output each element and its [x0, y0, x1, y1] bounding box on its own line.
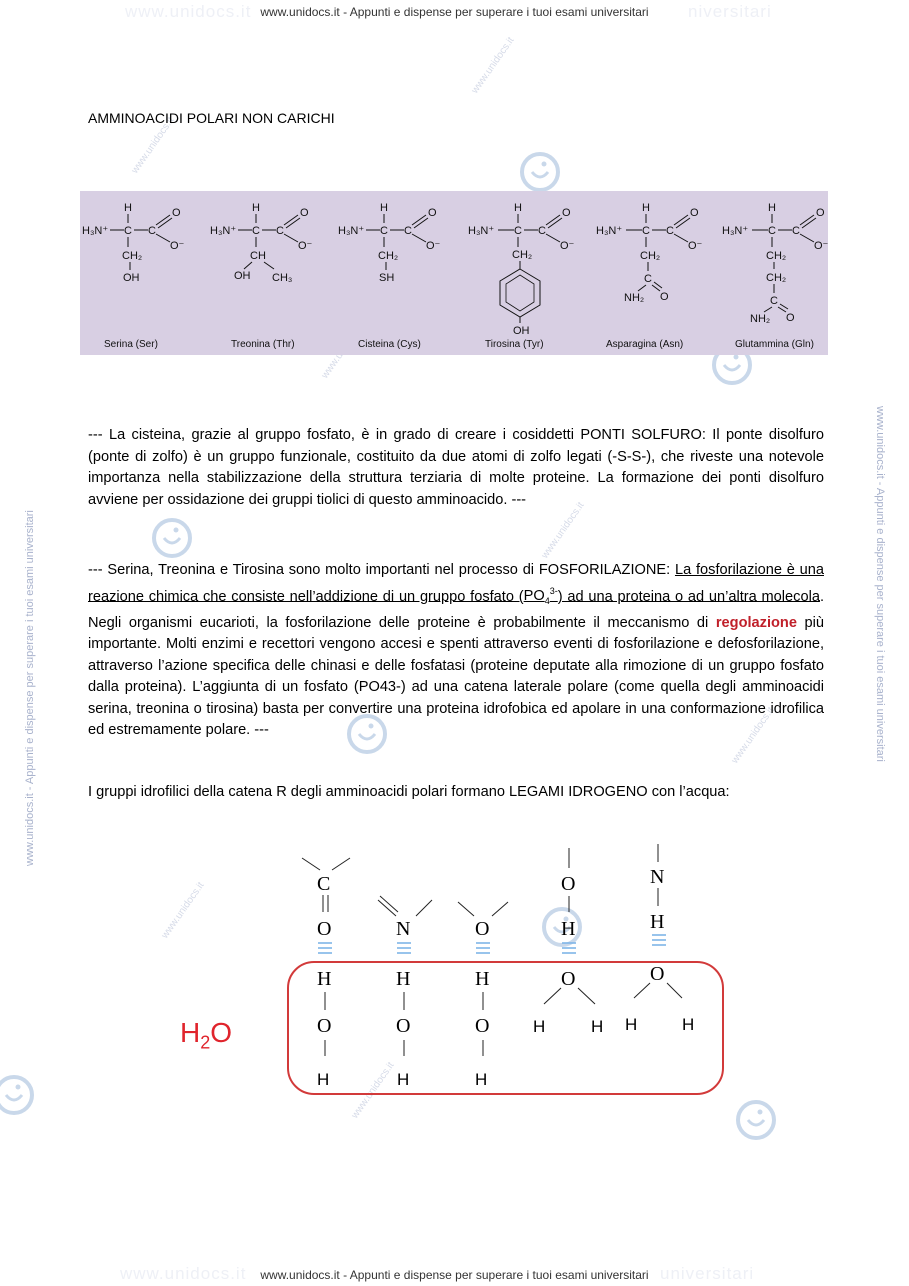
svg-text:C: C — [148, 225, 156, 237]
paragraph-disulfide: --- La cisteina, grazie al gruppo fosfato, è in grado di creare i cosiddetti PONTI SOLFURO: Il ponte disolfuro (ponte di zolfo) è un gruppo funzionale, costituito da due atomi di zolfo legati (-S-S-), che riveste una notevole importanza nella stabilizzazione della struttura terziaria di molte proteine. La formazione dei ponti disolfuro avviene per ossidazione dei gruppi tiolici di questo amminoacido. --- — [88, 427, 824, 508]
svg-text:C: C — [124, 225, 132, 237]
svg-text:O: O — [428, 207, 437, 219]
svg-text:OH: OH — [123, 272, 140, 284]
svg-text:CH₂: CH₂ — [766, 272, 787, 284]
amino-acid-name: Serina (Ser) — [104, 339, 158, 350]
serine-structure — [82, 202, 185, 284]
asparagine-structure — [596, 202, 703, 304]
water-hydrogens-right — [533, 1015, 694, 1036]
svg-text:O⁻: O⁻ — [688, 240, 703, 252]
svg-text:H: H — [396, 968, 411, 990]
svg-text:O: O — [317, 918, 332, 940]
amino-acid-name: Asparagina (Asn) — [606, 339, 684, 350]
svg-text:C: C — [404, 225, 412, 237]
diagonal-watermark: www.unidocs.it — [159, 880, 207, 941]
svg-text:H: H — [380, 202, 388, 214]
svg-text:O: O — [650, 963, 665, 985]
water-molecules-vertical — [317, 968, 489, 1056]
unidocs-logo-icon — [734, 1098, 778, 1142]
svg-text:H₃N⁺: H₃N⁺ — [596, 225, 623, 237]
threonine-structure — [210, 202, 313, 284]
svg-text:CH₃: CH₃ — [272, 272, 293, 284]
svg-text:NH₂: NH₂ — [624, 292, 645, 304]
svg-text:H₃N⁺: H₃N⁺ — [722, 225, 749, 237]
svg-text:O: O — [475, 1015, 490, 1037]
amino-acid-name: Tirosina (Tyr) — [485, 339, 544, 350]
diagonal-watermark: www.unidocs.it — [539, 500, 587, 561]
svg-text:H₃N⁺: H₃N⁺ — [82, 225, 109, 237]
svg-text:O: O — [786, 312, 795, 324]
water-hydrogens-bottom — [317, 1070, 487, 1089]
svg-text:CH₂: CH₂ — [766, 250, 787, 262]
tyrosine-structure — [468, 202, 575, 337]
svg-text:C: C — [252, 225, 260, 237]
svg-text:OH: OH — [513, 325, 530, 337]
svg-text:H: H — [591, 1017, 604, 1036]
svg-text:H: H — [625, 1015, 638, 1034]
svg-text:CH₂: CH₂ — [122, 250, 143, 262]
diagonal-watermark: www.unidocs.it — [729, 705, 777, 766]
svg-text:C: C — [276, 225, 284, 237]
svg-text:O⁻: O⁻ — [814, 240, 828, 252]
svg-text:C: C — [770, 295, 778, 307]
amino-acid-structures — [80, 191, 828, 355]
amino-acid-name: Treonina (Thr) — [231, 339, 295, 350]
svg-text:O: O — [561, 968, 576, 990]
svg-text:N: N — [396, 918, 411, 940]
svg-text:O: O — [317, 1015, 332, 1037]
svg-text:O: O — [562, 207, 571, 219]
svg-text:C: C — [666, 225, 674, 237]
svg-text:H: H — [533, 1017, 546, 1036]
svg-text:O: O — [396, 1015, 411, 1037]
cysteine-structure — [338, 202, 441, 284]
svg-text:C: C — [768, 225, 776, 237]
imine-group — [378, 896, 432, 940]
svg-text:O: O — [690, 207, 699, 219]
unidocs-logo-icon — [0, 1073, 36, 1117]
right-side-watermark: www.unidocs.it - Appunti e dispense per superare i tuoi esami universitari — [874, 406, 886, 762]
phosphorylation-definition: La fosforilazione è una reazione chimica che consiste nell’addizione di un gruppo fosfato ( — [88, 562, 824, 605]
svg-text:H: H — [475, 1070, 488, 1089]
svg-text:H: H — [768, 202, 776, 214]
diagonal-watermark: www.unidocs.it — [349, 1060, 397, 1121]
svg-text:C: C — [514, 225, 522, 237]
svg-text:O: O — [816, 207, 825, 219]
svg-text:OH: OH — [234, 270, 251, 282]
regolazione-highlight: regolazione — [715, 614, 797, 631]
amine-group — [634, 844, 682, 998]
phosphate-formula: $PO_4^{3-}$ — [523, 586, 558, 607]
svg-text:C: C — [644, 273, 652, 285]
svg-text:O⁻: O⁻ — [426, 240, 441, 252]
svg-text:H: H — [514, 202, 522, 214]
svg-text:O⁻: O⁻ — [560, 240, 575, 252]
svg-text:H: H — [124, 202, 132, 214]
svg-text:H: H — [317, 968, 332, 990]
svg-text:O: O — [172, 207, 181, 219]
footer-url: www.unidocs.it - Appunti e dispense per superare i tuoi esami universitari — [260, 1268, 649, 1282]
hydrogen-bond-diagram — [280, 840, 730, 1100]
svg-text:O: O — [300, 207, 309, 219]
hydroxyl-group — [544, 848, 595, 1004]
diagonal-watermark: www.unidocs.it — [469, 35, 517, 96]
amino-acid-name: Glutammina (Gln) — [735, 339, 814, 350]
unidocs-logo-icon — [518, 150, 562, 194]
svg-text:H₃N⁺: H₃N⁺ — [468, 225, 495, 237]
svg-text:CH₂: CH₂ — [378, 250, 399, 262]
ether-oxygen-group — [458, 902, 508, 940]
svg-text:H: H — [561, 918, 576, 940]
svg-text:CH₂: CH₂ — [512, 249, 533, 261]
svg-text:H: H — [397, 1070, 410, 1089]
svg-text:O⁻: O⁻ — [170, 240, 185, 252]
svg-text:H: H — [475, 968, 490, 990]
svg-text:C: C — [380, 225, 388, 237]
paragraph-hydrogen-bonds: I gruppi idrofilici della catena R degli amminoacidi polari formano LEGAMI IDROGENO con l’acqua: — [88, 784, 730, 800]
svg-text:N: N — [650, 866, 665, 888]
hydrogen-bond-dashes — [318, 935, 666, 953]
svg-text:O: O — [475, 918, 490, 940]
svg-text:H: H — [252, 202, 260, 214]
svg-text:C: C — [317, 873, 331, 895]
svg-text:C: C — [792, 225, 800, 237]
svg-text:H: H — [682, 1015, 695, 1034]
svg-text:H: H — [317, 1070, 330, 1089]
carbonyl-group — [302, 858, 350, 940]
svg-text:C: C — [538, 225, 546, 237]
amino-acid-name: Cisteina (Cys) — [358, 339, 421, 350]
glutamine-structure — [722, 202, 828, 325]
paragraph-phosphorylation: --- Serina, Treonina e Tirosina sono molto importanti nel processo di FOSFORILAZIONE: La fosforilazione è una reazione chimica che consiste nell’addizione di un gruppo fosfato $(PO_4^{3-})$ ad una proteina o ad un’altra molecola. Negli organismi eucarioti, la fosforilazione delle proteine è probabilmente il meccanismo di regolazione più importante. Molti enzimi e recettori vengono accesi e spenti attraverso eventi di fosforilazione e defosforilazione, attraverso l’azione specifica delle chinasi e delle fosfatasi (proteine deputate alla rimozione di un gruppo fosfato dalla proteina). L’aggiunta di un fosfato (PO43-) ad una catena laterale polare (come quella degli amminoacidi serina, treonina o tirosina) basta per convertire una proteina idrofobica ed apolare in una conformazione idrofilica ed estremamente polare. --- — [88, 562, 824, 739]
svg-text:SH: SH — [379, 272, 395, 284]
left-side-watermark: www.unidocs.it - Appunti e dispense per superare i tuoi esami universitari — [24, 510, 36, 866]
section-title: AMMINOACIDI POLARI NON CARICHI — [88, 110, 335, 126]
svg-text:O: O — [660, 291, 669, 303]
unidocs-logo-icon — [150, 516, 194, 560]
water-label: $H_2O$ — [180, 1017, 233, 1053]
svg-text:CH: CH — [250, 250, 266, 262]
svg-text:H: H — [642, 202, 650, 214]
svg-text:H₃N⁺: H₃N⁺ — [210, 225, 237, 237]
header-url: www.unidocs.it - Appunti e dispense per superare i tuoi esami universitari — [260, 5, 649, 19]
svg-text:CH₂: CH₂ — [640, 250, 661, 262]
svg-text:C: C — [642, 225, 650, 237]
svg-text:H: H — [650, 911, 665, 933]
svg-text:NH₂: NH₂ — [750, 313, 771, 325]
svg-text:H₃N⁺: H₃N⁺ — [338, 225, 365, 237]
svg-text:O⁻: O⁻ — [298, 240, 313, 252]
diagonal-watermark: www.unidocs.it — [129, 115, 177, 176]
svg-text:O: O — [561, 873, 576, 895]
